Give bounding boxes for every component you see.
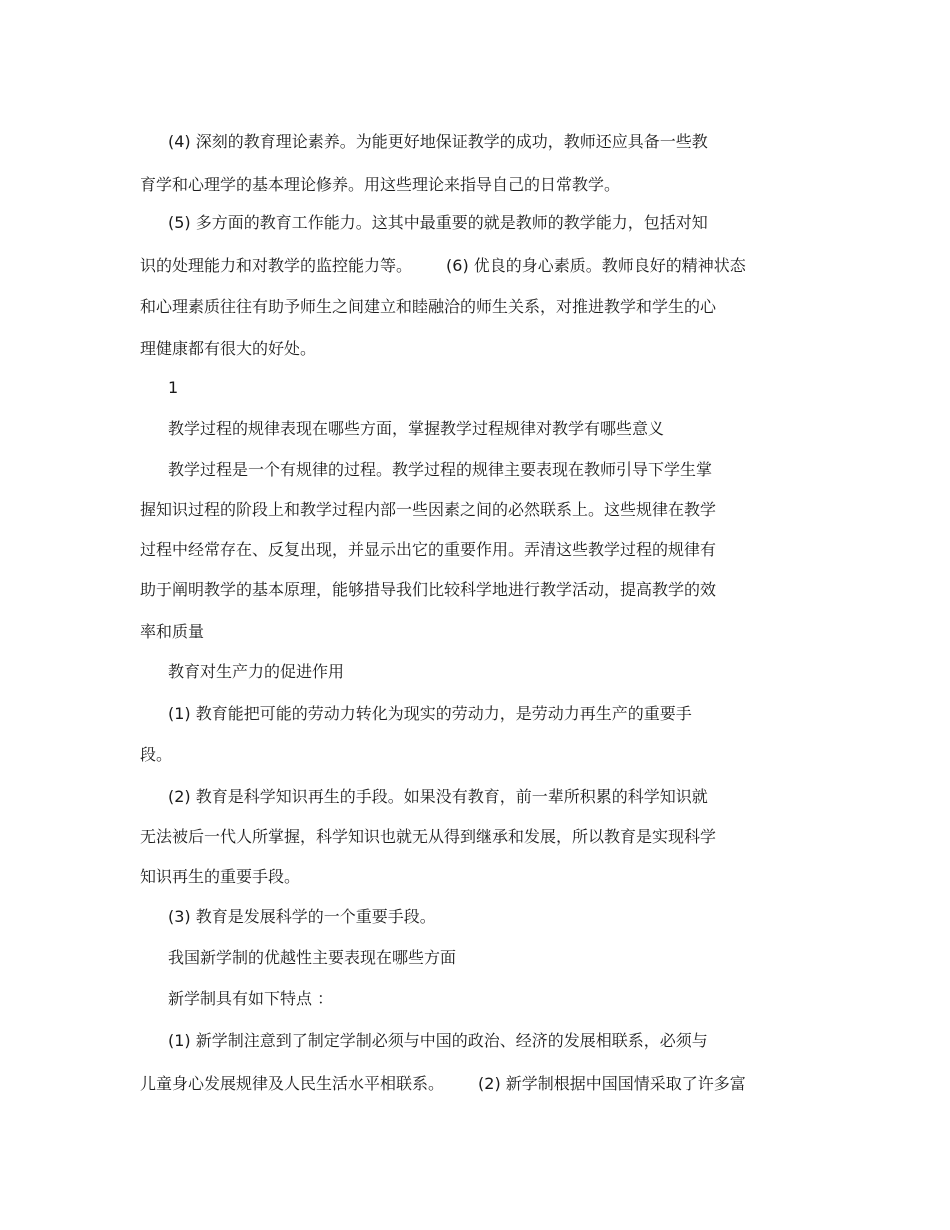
paragraph-line-combined bbox=[140, 1074, 746, 1094]
paragraph-line: 理健康都有很大的好处。 bbox=[140, 339, 317, 358]
paragraph-fragment: (2) 新学制根据中国国情采取了许多富 bbox=[478, 1074, 746, 1093]
paragraph-fragment: 儿童身心发展规律及人民生活水平相联系。 bbox=[140, 1074, 445, 1093]
section-heading: 教学过程的规律表现在哪些方面，掌握教学过程规律对教学有哪些意义 bbox=[168, 419, 665, 438]
paragraph-line: 助于阐明教学的基本原理，能够措导我们比较科学地进行教学活动，提高教学的效 bbox=[140, 580, 717, 599]
paragraph-line: 教学过程是一个有规律的过程。教学过程的规律主要表现在教师引导下学生掌 bbox=[168, 460, 713, 479]
paragraph-line: 过程中经常存在、反复出现，并显示出它的重要作用。弄清这些教学过程的规律有 bbox=[140, 540, 717, 559]
paragraph-line: 新学制具有如下特点 ： bbox=[168, 989, 334, 1008]
paragraph-line: 无法被后一代人所掌握，科学知识也就无从得到继承和发展，所以教育是实现科学 bbox=[140, 827, 717, 846]
paragraph-line: (5) 多方面的教育工作能力。这其中最重要的就是教师的教学能力，包括对知 bbox=[168, 213, 708, 232]
page-number: 1 bbox=[168, 378, 179, 397]
paragraph-line: (3) 教育是发展科学的一个重要手段。 bbox=[168, 907, 436, 926]
paragraph-fragment: (6) 优良的身心素质。教师良好的精神状态 bbox=[446, 256, 746, 275]
paragraph-line: (1) 教育能把可能的劳动力转化为现实的劳动力，是劳动力再生产的重要手 bbox=[168, 704, 692, 723]
section-heading: 我国新学制的优越性主要表现在哪些方面 bbox=[168, 948, 457, 967]
paragraph-line: 育学和心理学的基本理论修养。用这些理论来指导自己的日常教学。 bbox=[140, 175, 621, 194]
paragraph-line-combined bbox=[140, 256, 746, 276]
paragraph-line: 和心理素质往往有助予师生之间建立和睦融洽的师生关系，对推进教学和学生的心 bbox=[140, 297, 717, 316]
paragraph-line: 段。 bbox=[140, 745, 173, 764]
paragraph-fragment: 识的处理能力和对教学的监控能力等。 bbox=[140, 256, 413, 275]
section-heading: 教育对生产力的促进作用 bbox=[168, 662, 345, 681]
paragraph-line: 握知识过程的阶段上和教学过程内部一些因素之间的必然联系上。这些规律在教学 bbox=[140, 500, 717, 519]
paragraph-line: 率和质量 bbox=[140, 622, 205, 641]
paragraph-line: 知识再生的重要手段。 bbox=[140, 867, 301, 886]
paragraph-line: (4) 深刻的教育理论素养。为能更好地保证教学的成功，教师还应具备一些教 bbox=[168, 132, 708, 151]
paragraph-line: (1) 新学制注意到了制定学制必须与中国的政治、经济的发展相联系，必须与 bbox=[168, 1031, 708, 1050]
paragraph-line: (2) 教育是科学知识再生的手段。如果没有教育，前一辈所积累的科学知识就 bbox=[168, 787, 708, 806]
